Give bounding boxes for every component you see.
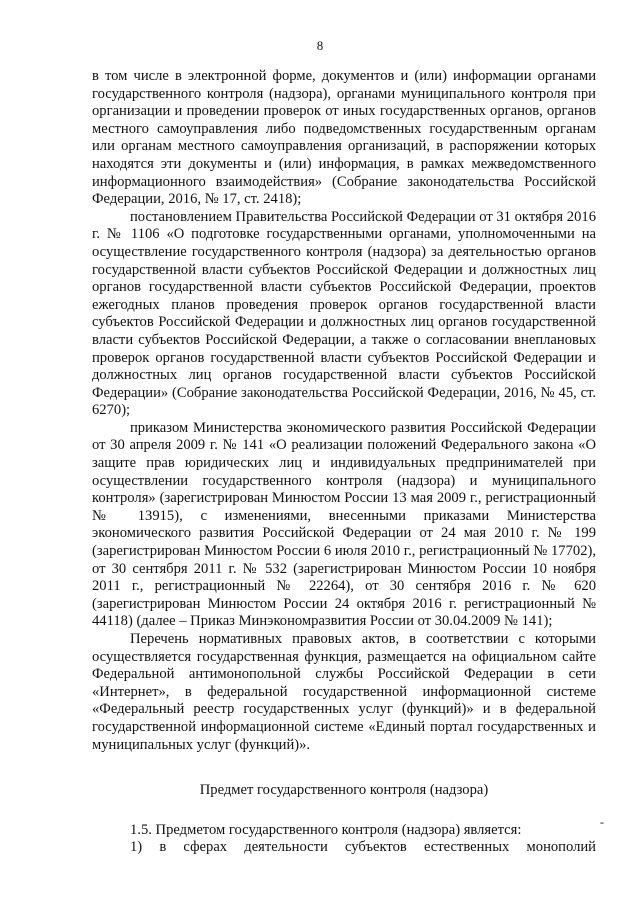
section-heading: Предмет государственного контроля (надзора) [199,782,489,799]
paragraph-government-decree: постановлением Правительства Российской Федерации от 31 октября 2016 г. № 1106 «О подготовке государственными органами, уполномоченными на осуществление государственного контроля (надзора) за деятельностью органов государственной власти субъектов Российской Федерации и должностных лиц органов государственной власти субъектов Российской Федерации, проектов ежегодных планов проведения проверок органов государственной власти субъектов Российской Федерации и должностных лиц органов государственной власти субъектов Российской Федерации, а также о согласовании внеплановых проверок органов государственной власти субъектов Российской Федерации и должностных лиц органов государственной власти субъектов Российской Федерации» (Собрание законодательства Российской Федерации, 2016, № 45, ст. 6270); [92,208,596,419]
document-body [92,68,596,857]
paragraph-acts-list: Перечень нормативных правовых актов, в соответствии с которыми осуществляется государственная функция, размещается на официальном сайте Федеральной антимонопольной службы Российской Федерации в сети «Интернет», в федеральной государственной информационной системе «Федеральный реестр государственных услуг (функций)» и в федеральной государственной информационной системе «Единый портал государственных и муниципальных услуг (функций)». [92,631,596,753]
paragraph-item-1: 1) в сферах деятельности субъектов естественных монополий [130,839,596,856]
paragraph-subject-intro: 1.5. Предметом государственного контроля (надзора) является: [130,821,522,838]
paragraph-continuation: в том числе в электронной форме, документов и (или) информации органами государственного контроля (надзора), органами муниципального контроля при организации и проведении проверок от иных государственных органов, органов местного самоуправления либо подведомственных государственным органам или органам местного самоуправления организаций, в распоряжении которых находятся эти документы и (или) информация, в рамках межведомственного информационного взаимодействия» (Собрание законодательства Российской Федерации, 2016, № 17, ст. 2418); [92,68,596,208]
page-number: 8 [316,38,324,53]
hyphen-mark: - [600,815,604,829]
paragraph-ministry-order: приказом Министерства экономического развития Российской Федерации от 30 апреля 2009 г. № 141 «О реализации положений Федерального закона «О защите прав юридических лиц и индивидуальных предпринимателей при осуществлении государственного контроля (надзора) и муниципального контроля» (зарегистрирован Минюстом России 13 мая 2009 г., регистрационный № 13915), с изменениями, внесенными приказами Министерства экономического развития Российской Федерации от 24 мая 2010 г. № 199 (зарегистрирован Минюстом России 6 июля 2010 г., регистрационный № 17702), от 30 сентября 2011 г. № 532 (зарегистрирован Минюстом России 10 ноября 2011 г., регистрационный № 22264), от 30 сентября 2016 г. № 620 (зарегистрирован Минюстом России 24 октября 2016 г. регистрационный № 44118) (далее – Приказ Минэкономразвития России от 30.04.2009 № 141); [92,419,596,630]
